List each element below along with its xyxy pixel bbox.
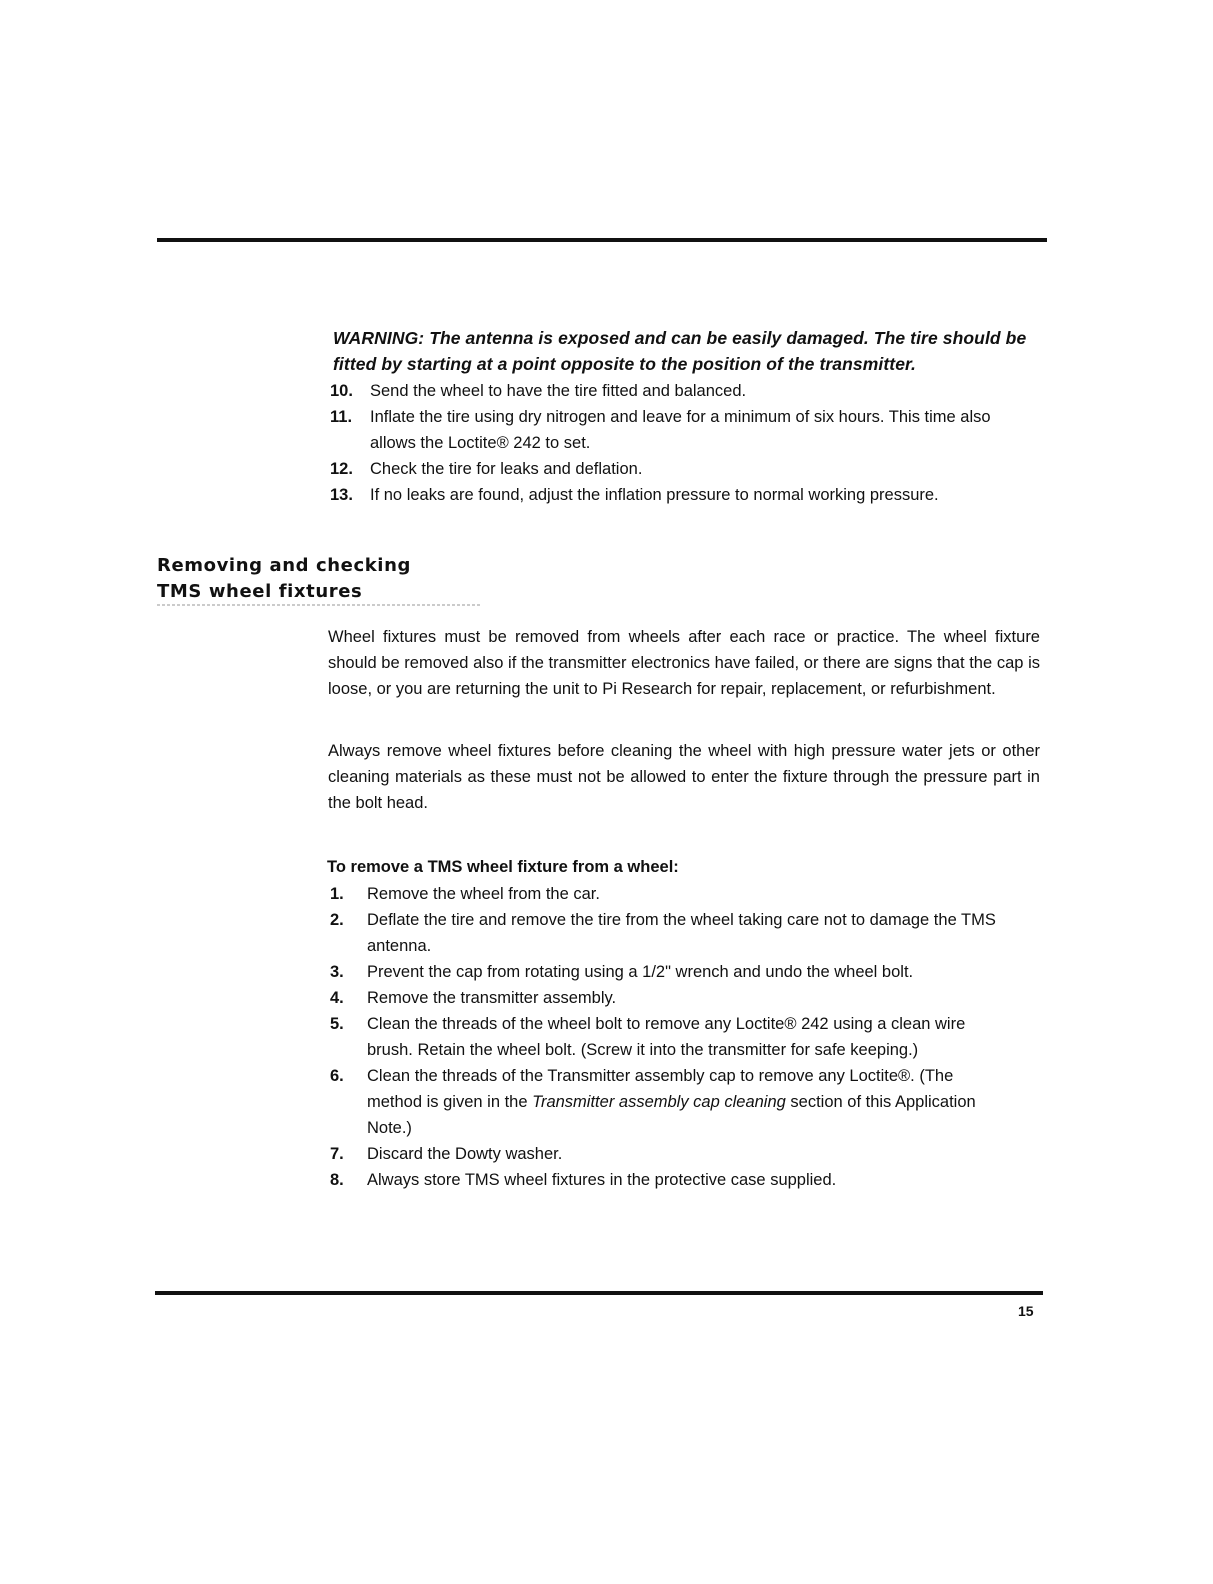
- section-heading: [157, 553, 411, 605]
- step-text: Deflate the tire and remove the tire from the wheel taking care not to damage the TMS antenna.: [367, 911, 996, 955]
- step-number: 6.: [330, 1067, 344, 1085]
- step-number: 11.: [330, 408, 353, 426]
- list-item: [330, 482, 1010, 508]
- step-text: Discard the Dowty washer.: [367, 1145, 563, 1163]
- step-number: 8.: [330, 1171, 344, 1189]
- section-reference: Transmitter assembly cap cleaning: [532, 1093, 786, 1111]
- step-number: 12.: [330, 460, 353, 478]
- step-number: 13.: [330, 486, 353, 504]
- intro-paragraph: Wheel fixtures must be removed from wheels after each race or practice. The wheel fixture should be removed also if the transmitter electronics have failed, or there are signs that the cap is loose, or you are returning the unit to Pi Research for repair, replacement, or refurbishment.: [328, 628, 1040, 698]
- step-number: 10.: [330, 382, 353, 400]
- step-text: Prevent the cap from rotating using a 1/2" wrench and undo the wheel bolt.: [367, 963, 914, 981]
- header-rule: [157, 238, 1047, 242]
- page-number: 15: [1018, 1303, 1034, 1319]
- list-item: [330, 404, 1010, 456]
- step-text: Remove the wheel from the car.: [367, 885, 600, 903]
- list-item: [330, 959, 1010, 985]
- list-item: [330, 1011, 1010, 1063]
- list-item: [330, 378, 1010, 404]
- list-item: [330, 1063, 1010, 1141]
- step-text: Check the tire for leaks and deflation.: [370, 460, 643, 478]
- list-item: [330, 1167, 1010, 1193]
- step-text: Remove the transmitter assembly.: [367, 989, 617, 1007]
- step-text: If no leaks are found, adjust the inflation pressure to normal working pressure.: [370, 486, 939, 504]
- cleaning-paragraph: Always remove wheel fixtures before cleaning the wheel with high pressure water jets or other cleaning materials as these must not be allowed to enter the fixture through the pressure part in the bolt head.: [328, 742, 1040, 812]
- procedure-title: To remove a TMS wheel fixture from a wheel:: [327, 858, 679, 876]
- list-item: [330, 1141, 1010, 1167]
- step-number: 4.: [330, 989, 344, 1007]
- warning-label: WARNING:: [333, 327, 425, 348]
- step-number: 2.: [330, 911, 344, 929]
- section-heading-line1: Removing and checking: [157, 555, 411, 576]
- warning-note: [333, 325, 1033, 377]
- step-number: 3.: [330, 963, 344, 981]
- step-text: Send the wheel to have the tire fitted and balanced.: [370, 382, 747, 400]
- procedure-steps-list: [330, 881, 1010, 1193]
- step-text: Inflate the tire using dry nitrogen and leave for a minimum of six hours. This time also allows the Loctite® 242 to set.: [370, 408, 991, 452]
- footer-rule: [155, 1291, 1043, 1295]
- step-text: Clean the threads of the wheel bolt to remove any Loctite® 242 using a clean wire brush. Retain the wheel bolt. (Screw it into the transmitter for safe keeping.): [367, 1015, 966, 1059]
- list-item: [330, 881, 1010, 907]
- step-number: 1.: [330, 885, 344, 903]
- step-text: Always store TMS wheel fixtures in the protective case supplied.: [367, 1171, 837, 1189]
- section-heading-line2: TMS wheel fixtures: [157, 581, 363, 602]
- warning-text: The antenna is exposed and can be easily damaged. The tire should be fitted by starting at a point opposite to the position of the transmitter.: [333, 327, 1027, 374]
- step-text-before: Clean the threads of the Transmitter assembly cap to remove any Loctite®. (The method is given in the: [367, 1067, 954, 1111]
- heading-underline: [157, 604, 482, 606]
- step-number: 7.: [330, 1145, 344, 1163]
- continued-steps-list: [330, 378, 1010, 508]
- step-text-after: section of this Application Note.): [367, 1093, 976, 1137]
- step-number: 5.: [330, 1015, 344, 1033]
- list-item: [330, 456, 1010, 482]
- list-item: [330, 985, 1010, 1011]
- list-item: [330, 907, 1010, 959]
